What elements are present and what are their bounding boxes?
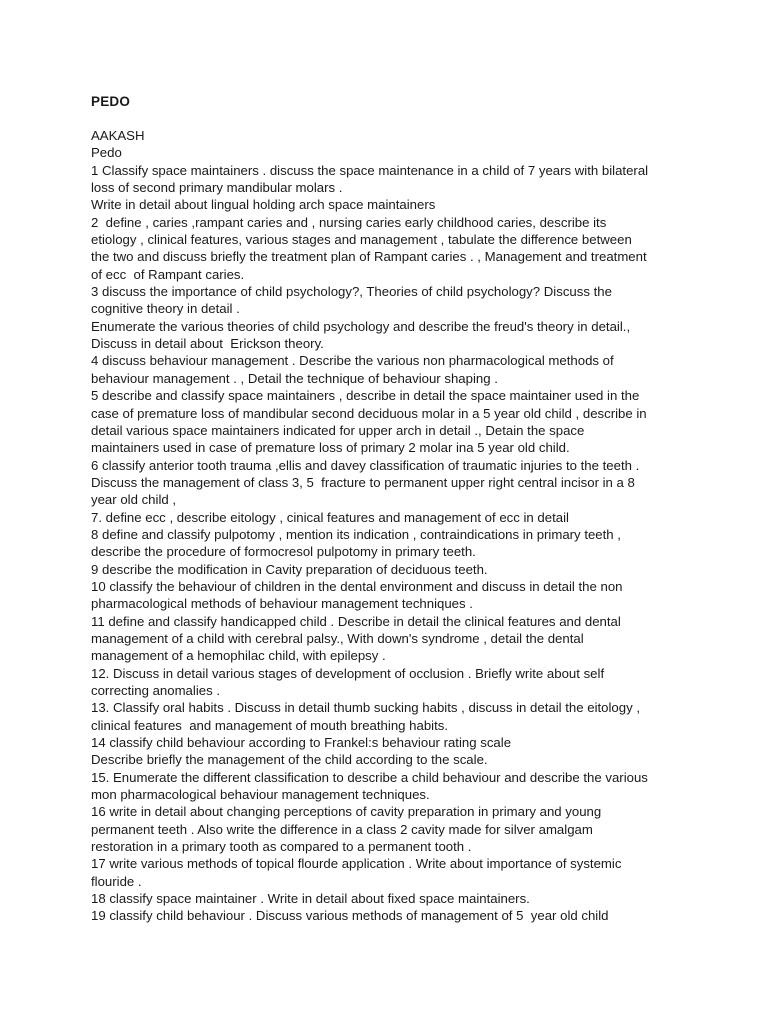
question-line: flouride . xyxy=(91,873,142,889)
question-line: 9 describe the modification in Cavity preparation of deciduous teeth. xyxy=(91,561,488,577)
question-line: loss of second primary mandibular molars . xyxy=(91,180,343,196)
document-title: PEDO xyxy=(91,94,131,109)
document-body xyxy=(91,127,691,925)
question-line: detail various space maintainers indicated for upper arch in detail ., Detain the space xyxy=(91,422,585,438)
question-line: 4 discuss behaviour management . Describe the various non pharmacological methods of xyxy=(91,353,614,369)
question-line: etiology , clinical features, various stages and management , tabulate the difference between xyxy=(91,232,632,248)
question-line: correcting anomalies . xyxy=(91,683,221,698)
question-line: Write in detail about lingual holding arch space maintainers xyxy=(91,197,436,213)
question-line: management of a hemophilac child, with epilepsy . xyxy=(91,648,386,664)
question-line: 11 define and classify handicapped child . Describe in detail the clinical features and dental xyxy=(91,613,621,629)
question-line: 19 classify child behaviour . Discuss various methods of management of 5 year old child xyxy=(91,908,609,924)
question-line: Discuss in detail about Erickson theory. xyxy=(91,336,324,352)
question-line: 6 classify anterior tooth trauma ,ellis and davey classification of traumatic injuries to the teeth . xyxy=(91,457,640,473)
subject-line: Pedo xyxy=(91,145,122,161)
question-line: permanent teeth . Also write the difference in a class 2 cavity made for silver amalgam xyxy=(91,821,593,837)
author-line: AAKASH xyxy=(91,128,145,143)
question-line: pharmacological methods of behaviour management techniques . xyxy=(91,596,473,612)
question-line: 16 write in detail about changing perceptions of cavity preparation in primary and young xyxy=(91,804,602,820)
question-line: cognitive theory in detail . xyxy=(91,301,240,317)
question-line: the two and discuss briefly the treatment plan of Rampant caries . , Management and treatment xyxy=(91,249,647,265)
question-line: management of a child with cerebral palsy., With down's syndrome , detail the dental xyxy=(91,630,584,646)
question-line: 7. define ecc , describe eitology , cinical features and management of ecc in detail xyxy=(91,509,569,525)
question-line: behaviour management . , Detail the technique of behaviour shaping . xyxy=(91,370,498,386)
question-line: clinical features and management of mouth breathing habits. xyxy=(91,717,449,733)
question-line: Discuss the management of class 3, 5 fracture to permanent upper right central incisor in a 8 xyxy=(91,474,635,490)
question-line: restoration in a primary tooth as compared to a permanent tooth . xyxy=(91,839,472,855)
question-line: 1 Classify space maintainers . discuss the space maintenance in a child of 7 years with bilateral xyxy=(91,162,649,178)
question-line: Enumerate the various theories of child psychology and describe the freud's theory in detail., xyxy=(91,318,631,334)
question-line: 10 classify the behaviour of children in the dental environment and discuss in detail the non xyxy=(91,578,623,594)
question-line: 2 define , caries ,rampant caries and , nursing caries early childhood caries, describe its xyxy=(91,214,607,230)
question-line: 12. Discuss in detail various stages of development of occlusion . Briefly write about self xyxy=(91,665,605,681)
question-line: 15. Enumerate the different classification to describe a child behaviour and describe the various xyxy=(91,769,648,785)
question-line: 13. Classify oral habits . Discuss in detail thumb sucking habits , discuss in detail the eitology , xyxy=(91,700,641,716)
question-line: 5 describe and classify space maintainers , describe in detail the space maintainer used in the xyxy=(91,388,640,404)
question-line: 3 discuss the importance of child psychology?, Theories of child psychology? Discuss the xyxy=(91,284,612,300)
question-line: 18 classify space maintainer . Write in detail about fixed space maintainers. xyxy=(91,891,530,907)
question-line: of ecc of Rampant caries. xyxy=(91,266,245,282)
question-line: 17 write various methods of topical flourde application . Write about importance of systemic xyxy=(91,856,622,872)
question-line: describe the procedure of formocresol pulpotomy in primary teeth. xyxy=(91,544,476,560)
question-line: mon pharmacological behaviour management techniques. xyxy=(91,787,430,803)
question-line: year old child , xyxy=(91,492,177,508)
question-line: maintainers used in case of premature loss of primary 2 molar ina 5 year old child. xyxy=(91,440,570,456)
question-line: case of premature loss of mandibular second deciduous molar in a 5 year old child , describe in xyxy=(91,405,647,421)
question-line: Describe briefly the management of the child according to the scale. xyxy=(91,752,488,768)
question-line: 14 classify child behaviour according to Frankel:s behaviour rating scale xyxy=(91,735,512,751)
question-line: 8 define and classify pulpotomy , mention its indication , contraindications in primary teeth , xyxy=(91,526,621,542)
